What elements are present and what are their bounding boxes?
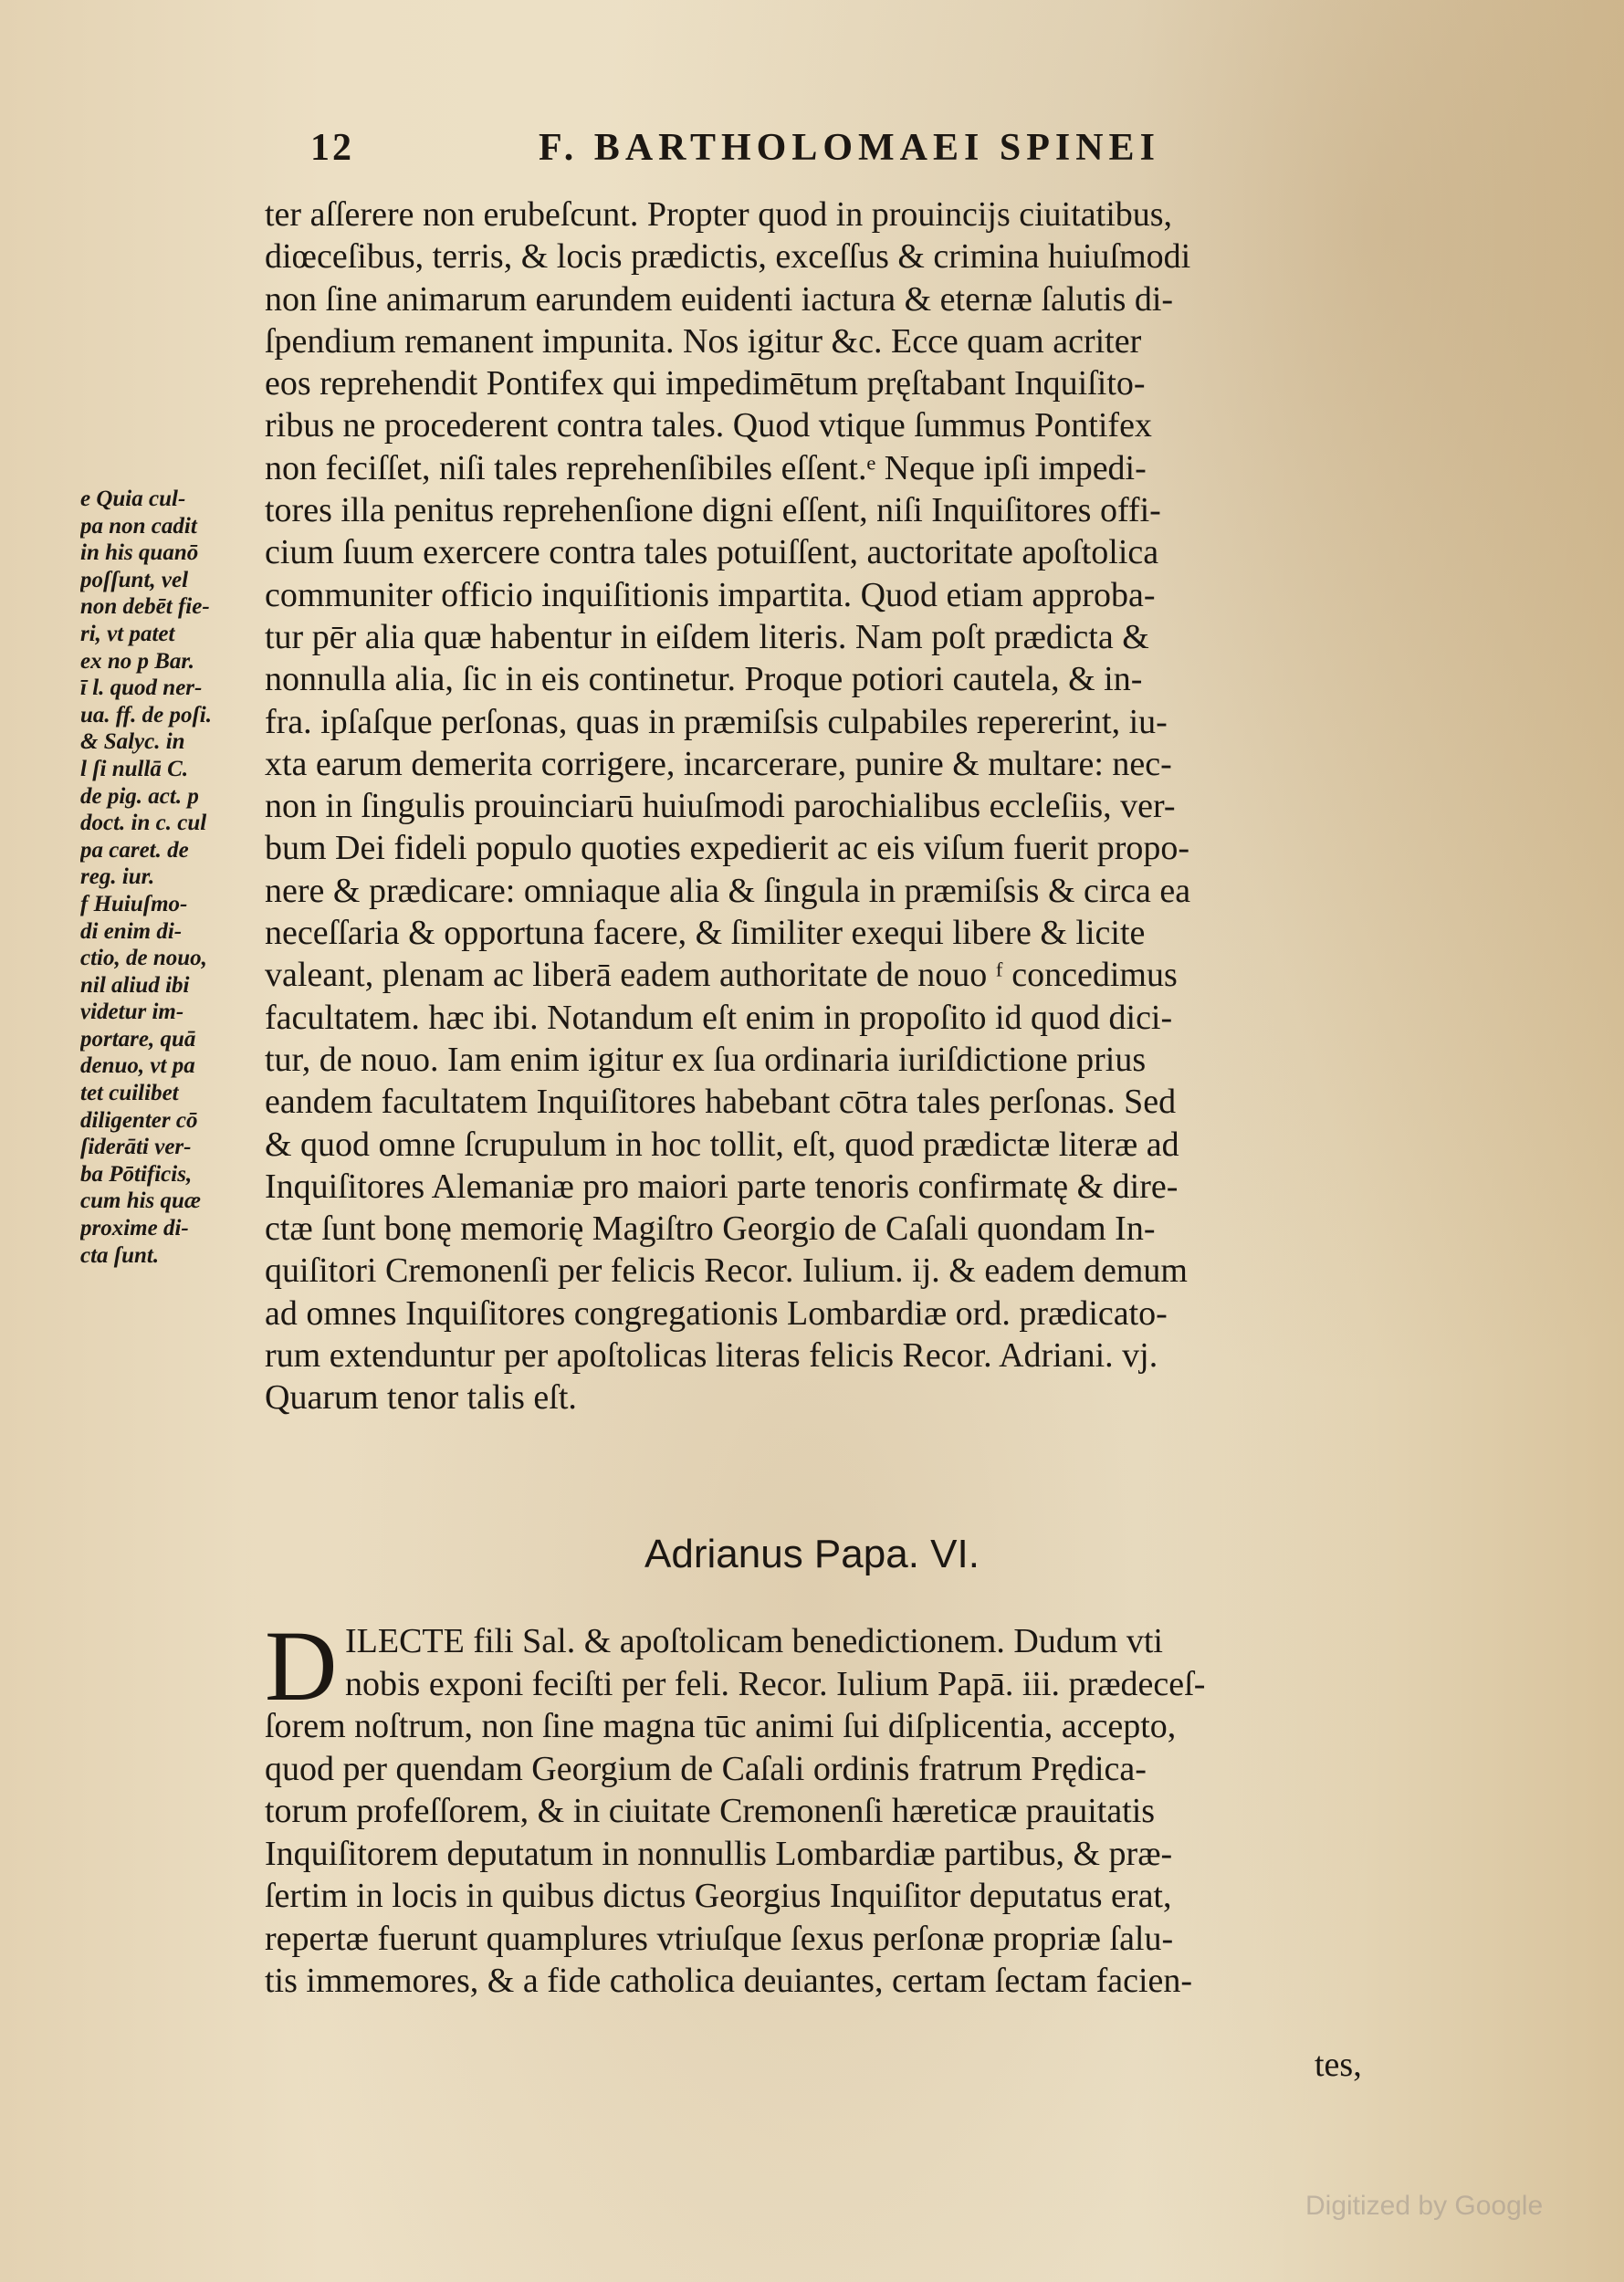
margin-note-line: ctio, de nouo, — [80, 946, 207, 971]
letter-line: Inquiſitorem deputatum in nonnullis Lombardiæ partibus, & præ- — [265, 1834, 1173, 1873]
margin-note-line: de pig. act. p — [80, 783, 199, 809]
text-line: communiter officio inquiſitionis impartita. Quod etiam approba- — [265, 575, 1156, 614]
margin-note-line: ex no p Bar. — [80, 648, 195, 674]
page-header — [310, 126, 1187, 181]
margin-note-line: ri, vt patet — [80, 621, 175, 646]
margin-note-line: cta ſunt. — [80, 1242, 160, 1268]
text-line: ctæ ſunt bonę memorię Magiſtro Georgio de Caſali quondam In- — [265, 1209, 1156, 1249]
margin-note-line: ua. ff. de poſi. — [80, 702, 212, 728]
margin-note-line: doct. in c. cul — [80, 811, 207, 836]
section-heading: Adrianus Papa. VI. — [644, 1532, 980, 1576]
running-head: F. BARTHOLOMAEI SPINEI — [539, 127, 1160, 169]
margin-note-line: proxime di- — [80, 1216, 189, 1241]
page-number: 12 — [310, 127, 354, 169]
letter-line: nobis exponi feciſti per feli. Recor. Iulium Papā. iii. prædeceſ- — [345, 1664, 1206, 1703]
letter-line: ſertim in locis in quibus dictus Georgius Inquiſitor deputatus erat, — [265, 1877, 1172, 1915]
text-line: eandem facultatem Inquiſitores habebant cōtra tales perſonas. Sed — [265, 1083, 1177, 1122]
margin-note — [80, 486, 263, 1269]
margin-note-line: non debēt fie- — [80, 594, 210, 620]
margin-note-line: in his quanō — [80, 540, 199, 566]
text-line: bum Dei fideli populo quoties expedierit ac eis viſum fuerit propo- — [265, 829, 1190, 868]
margin-note-line: pa caret. de — [80, 837, 189, 863]
letter-line: torum profeſſorem, & in ciuitate Cremonenſi hæreticæ prauitatis — [265, 1792, 1156, 1830]
text-line: facultatem. hæc ibi. Notandum eſt enim in propoſito id quod dici- — [265, 998, 1173, 1037]
margin-note-line: videtur im- — [80, 1000, 184, 1025]
margin-note-line: f Huiuſmo- — [80, 891, 188, 916]
text-line: eos reprehendit Pontifex qui impedimētum pręſtabant Inquiſito- — [265, 364, 1146, 403]
text-line: non ſine animarum earundem euidenti iactura & eternæ ſalutis di- — [265, 279, 1174, 319]
margin-note-line: reg. iur. — [80, 864, 155, 890]
margin-note-line: denuo, vt pa — [80, 1053, 195, 1079]
text-line: cium ſuum exercere contra tales potuiſſent, auctoritate apoſtolica — [265, 533, 1159, 572]
main-text — [265, 194, 1461, 1419]
text-line: fra. ipſaſque perſonas, quas in præmiſsis culpabiles repererint, iu- — [265, 702, 1168, 741]
text-line: rum extenduntur per apoſtolicas literas felicis Recor. Adriani. vj. — [265, 1336, 1158, 1376]
margin-note-line: l ſi nullā C. — [80, 756, 189, 781]
letter-line: ſorem noſtrum, non ſine magna tūc animi ſui diſplicentia, accepto, — [265, 1707, 1177, 1745]
text-line: ter aſſerere non erubeſcunt. Propter quod in prouincijs ciuitatibus, — [265, 195, 1173, 234]
text-line: & quod omne ſcrupulum in hoc tollit, eſt, quod prædictæ literæ ad — [265, 1125, 1179, 1164]
text-line: Quarum tenor talis eſt. — [265, 1378, 577, 1418]
text-line: xta earum demerita corrigere, incarcerare, punire & multare: nec- — [265, 744, 1172, 783]
text-line: non feciſſet, niſi tales reprehenſibiles eſſent.ᵉ Neque ipſi impedi- — [265, 448, 1147, 487]
margin-note-line: portare, quā — [80, 1026, 196, 1052]
text-line: ribus ne procederent contra tales. Quod vtique ſummus Pontifex — [265, 406, 1152, 445]
text-line: ſpendium remanent impunita. Nos igitur &c. Ecce quam acriter — [265, 321, 1142, 361]
margin-note-line: & Salyc. in — [80, 729, 185, 755]
margin-note-line: tet cuilibet — [80, 1081, 179, 1106]
watermark: Digitized by Google — [1305, 2191, 1544, 2221]
margin-note-line: diligenter cō — [80, 1107, 198, 1133]
letter-line: tis immemores, & a fide catholica deuiantes, certam ſectam facien- — [265, 1962, 1193, 2000]
margin-note-line: di enim di- — [80, 918, 183, 944]
margin-note-line: nil aliud ibi — [80, 972, 190, 998]
letter-line: quod per quendam Georgium de Caſali ordinis fratrum Prędica- — [265, 1749, 1147, 1788]
letter-text — [265, 1610, 1461, 2003]
letter-line: repertæ fuerunt quamplures vtriuſque ſexus perſonæ propriæ ſalu- — [265, 1919, 1174, 1958]
text-line: non in ſingulis prouinciarū huiuſmodi parochialibus eccleſiis, ver- — [265, 787, 1176, 826]
letter-line: ILECTE fili Sal. & apoſtolicam benedictionem. Dudum vti — [345, 1622, 1163, 1660]
drop-cap: D — [265, 1610, 338, 1722]
margin-note-line: ī l. quod ner- — [80, 675, 203, 701]
margin-note-line: ſiderāti ver- — [80, 1135, 192, 1160]
text-line: diœceſibus, terris, & locis prædictis, exceſſus & crimina huiuſmodi — [265, 237, 1191, 277]
text-line: valeant, plenam ac liberā eadem authoritate de nouo ᶠ concedimus — [265, 956, 1178, 995]
margin-note-line: ba Pōtificis, — [80, 1161, 193, 1187]
text-line: tores illa penitus reprehenſione digni eſſent, niſi Inquiſitores offi- — [265, 491, 1161, 530]
text-line: tur pēr alia quæ habentur in eiſdem literis. Nam poſt prædicta & — [265, 617, 1149, 656]
margin-note-line: e Quia cul- — [80, 487, 186, 511]
text-line: Inquiſitores Alemaniæ pro maiori parte tenoris confirmatę & dire- — [265, 1167, 1179, 1206]
text-line: nere & prædicare: omniaque alia & ſingula in præmiſsis & circa ea — [265, 871, 1191, 910]
text-line: neceſſaria & opportuna facere, & ſimiliter exequi libere & licite — [265, 914, 1146, 953]
margin-note-line: pa non cadit — [80, 513, 197, 539]
letter-lines — [265, 1610, 1461, 2003]
text-line: quiſitori Cremonenſi per felicis Recor. Iulium. ij. & eadem demum — [265, 1251, 1188, 1291]
text-line: nonnulla alia, ſic in eis continetur. Proque potiori cautela, & in- — [265, 660, 1143, 699]
margin-note-line: poſſunt, vel — [80, 567, 189, 592]
text-line: ad omnes Inquiſitores congregationis Lombardiæ ord. prædicato- — [265, 1293, 1168, 1333]
catchword: tes, — [1315, 2046, 1362, 2084]
text-line: tur, de nouo. Iam enim igitur ex ſua ordinaria iuriſdictione prius — [265, 1040, 1147, 1079]
margin-note-line: cum his quæ — [80, 1188, 201, 1214]
